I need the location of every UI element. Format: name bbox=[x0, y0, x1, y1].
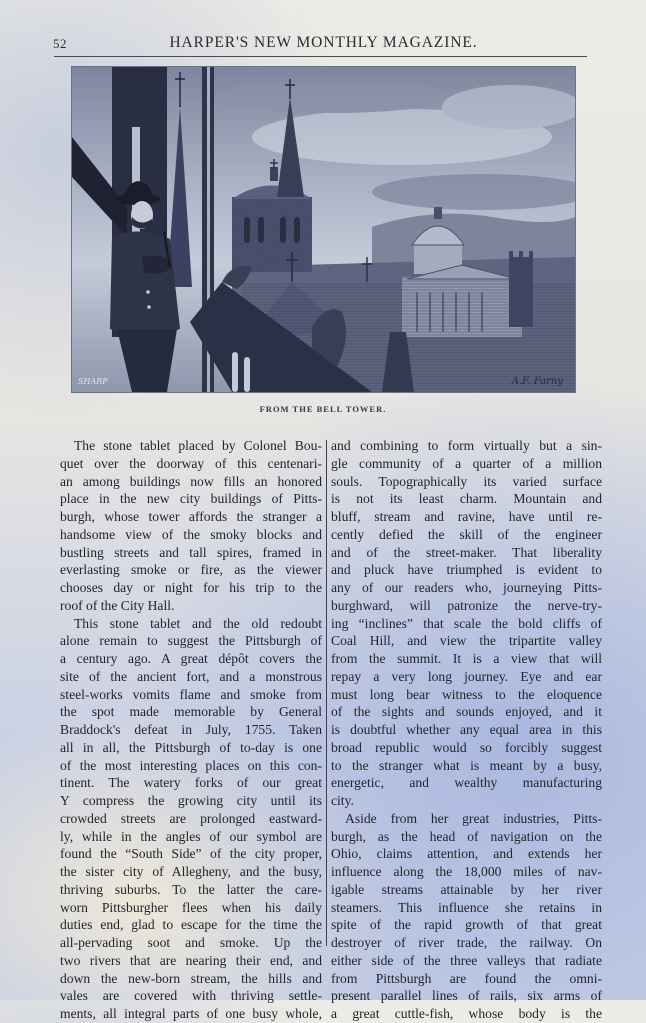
text-line: burghward, will patronize the nerve-try- bbox=[331, 597, 602, 613]
text-line: vales are covered with thriving settle- bbox=[60, 988, 322, 1004]
text-line: everlasting smoke or fire, as the viewer bbox=[60, 562, 322, 578]
text-line: site of the ancient fort, and a monstrous bbox=[60, 668, 322, 684]
text-line: two rivers that are nearing their end, and bbox=[60, 952, 322, 968]
text-line: either side of the three valleys that radiate bbox=[331, 952, 602, 968]
text-line: city. bbox=[331, 793, 354, 808]
text-line: Aside from her great industries, Pitts- bbox=[345, 810, 602, 826]
page-number: 52 bbox=[53, 36, 67, 51]
text-line: energetic, and wealthy manufacturing bbox=[331, 775, 602, 791]
text-line: chooses day or night for his trip to the bbox=[60, 580, 322, 595]
text-line: an among buildings now fills an honored bbox=[60, 473, 322, 489]
text-line: souls. Topographically its varied surface bbox=[331, 473, 602, 489]
text-line: The stone tablet placed by Colonel Bou- bbox=[74, 438, 322, 453]
text-line: burgh, as the head of navigation on the bbox=[331, 828, 602, 844]
text-line: tinent. The watery forks of our great bbox=[60, 775, 322, 791]
engraving-illustration bbox=[72, 67, 575, 392]
text-line: ing “inclines” that scale the bold cliffs of bbox=[331, 615, 602, 631]
text-line: and pluck have triumphed is evident to bbox=[331, 562, 602, 578]
text-line: a great cuttle-fish, whose body is the bbox=[331, 1006, 602, 1021]
text-line: to the stranger what is meant by a busy, bbox=[331, 757, 602, 773]
text-line: alone remain to suggest the Pittsburgh of bbox=[60, 633, 322, 649]
text-line: the sister city of Allegheny, and the busy, bbox=[60, 864, 322, 879]
text-line: any of our readers who, journeying Pitts- bbox=[331, 580, 602, 595]
text-line: Coal Hill, and view the tripartite valley bbox=[331, 633, 602, 649]
text-line: from Pittsburgh are found the omni- bbox=[331, 970, 602, 986]
text-line: steel-works vomits flame and smoke from bbox=[60, 686, 322, 702]
column-rule bbox=[326, 440, 327, 946]
text-line: quet over the doorway of this centenari- bbox=[60, 455, 322, 471]
text-line: burgh, whose tower affords the stranger a bbox=[60, 509, 322, 524]
text-line: of the sights and sounds enjoyed, and it bbox=[331, 704, 602, 720]
text-line: from the summit. It is a view that will bbox=[331, 651, 602, 666]
text-line: found the “South Side” of the city proper, bbox=[60, 846, 322, 862]
text-line: spite of the rapid growth of that great bbox=[331, 917, 602, 933]
text-line: roof of the City Hall. bbox=[60, 597, 175, 613]
text-line: igable streams attainable by her river bbox=[331, 881, 602, 897]
text-line: down the new-born stream, the hills and bbox=[60, 970, 322, 986]
text-line: Y compress the growing city until its bbox=[60, 793, 322, 808]
text-line: cently defied the skill of the engineer bbox=[331, 526, 602, 542]
text-line: handsome view of the smoky blocks and bbox=[60, 526, 322, 542]
engraver-signature: SHARP bbox=[78, 377, 108, 386]
text-line: all in all, the Pittsburgh of to-day is one bbox=[60, 739, 322, 755]
right-tower bbox=[509, 251, 533, 327]
text-line: the spot made memorable by General bbox=[60, 704, 322, 720]
text-line: place in the new city buildings of Pitts- bbox=[60, 491, 322, 507]
text-line: broad republic would so forcibly suggest bbox=[331, 739, 602, 755]
text-line: duties end, glad to escape for the time the bbox=[60, 917, 322, 933]
illustration-caption: FROM THE BELL TOWER. bbox=[259, 404, 387, 414]
text-line: gle community of a quarter of a million bbox=[331, 455, 602, 471]
text-line: crowded streets are prolonged eastward- bbox=[60, 810, 322, 826]
artist-signature: A.F. Farny bbox=[511, 376, 563, 387]
text-line: Ohio, claims attention, and extends her bbox=[331, 846, 602, 862]
text-line: This stone tablet and the old redoubt bbox=[74, 615, 322, 631]
text-line: and of the street-maker. That liberality bbox=[331, 544, 602, 560]
text-line: steamers. This influence she retains in bbox=[331, 899, 602, 915]
text-line: destroyer of river trade, the railway. On bbox=[331, 935, 602, 950]
text-line: present parallel lines of rails, six arms of bbox=[331, 988, 602, 1004]
header-rule bbox=[54, 56, 587, 57]
text-line: worn Pittsburgher flees when his daily bbox=[60, 899, 322, 915]
text-line: a century ago. A great dépôt covers the bbox=[60, 651, 322, 666]
text-column-left bbox=[60, 437, 322, 1023]
text-line: bustling streets and tall spires, framed in bbox=[60, 544, 322, 560]
magazine-title: HARPER'S NEW MONTHLY MAGAZINE. bbox=[169, 34, 478, 51]
text-line: must long bear witness to the eloquence bbox=[331, 686, 602, 702]
text-line: of the most interesting places on this con- bbox=[60, 757, 322, 773]
text-line: Braddock's defeat in July, 1755. Taken bbox=[60, 722, 322, 737]
text-line: and combining to form virtually but a sin- bbox=[331, 438, 602, 453]
text-line: all-pervading soot and smoke. Up the bbox=[60, 935, 322, 950]
engraving-artwork bbox=[72, 67, 575, 392]
text-line: is not its least charm. Mountain and bbox=[331, 491, 602, 507]
text-line: is doubtful whether any equal area in this bbox=[331, 722, 602, 737]
text-line: ly, while in the angles of our symbol are bbox=[60, 828, 322, 844]
running-head bbox=[53, 34, 586, 56]
text-line: influence along the 18,000 miles of nav- bbox=[331, 864, 602, 879]
text-line: thriving suburbs. To the latter the care- bbox=[60, 881, 322, 897]
text-column-right bbox=[331, 437, 602, 1023]
text-line: repay a very long journey. Eye and ear bbox=[331, 668, 602, 684]
text-line: ments, all integral parts of one busy whole, bbox=[60, 1006, 322, 1021]
text-line: bluff, stream and ravine, have until re- bbox=[331, 509, 602, 524]
